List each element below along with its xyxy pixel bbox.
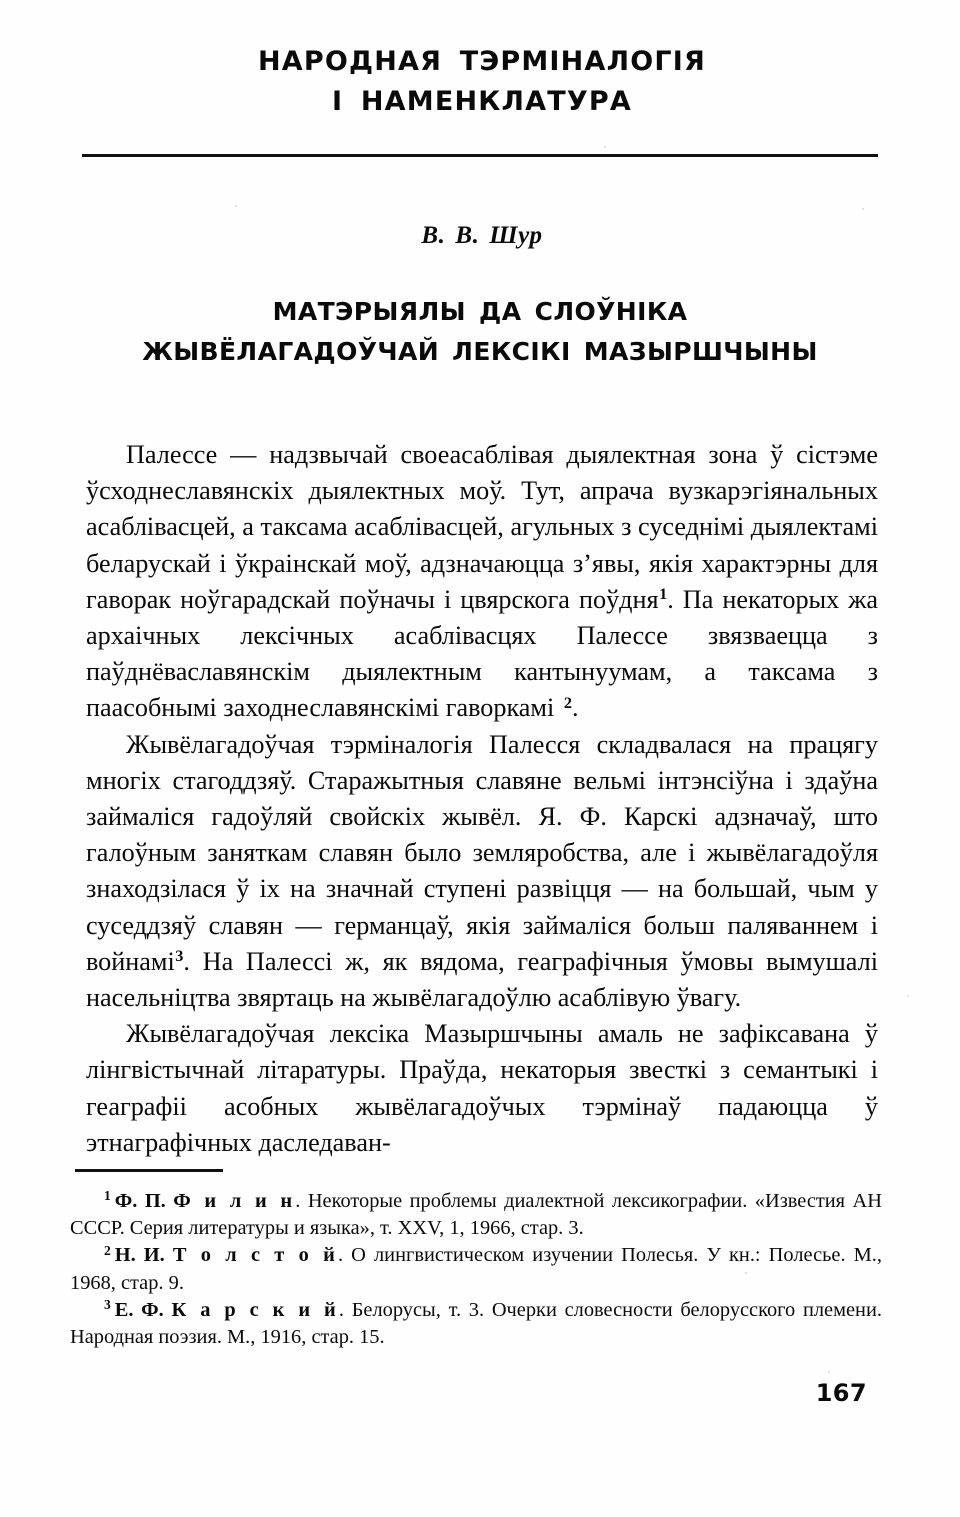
- footnote-ref-2[interactable]: 2: [563, 693, 572, 712]
- footnote-marker: 3: [104, 1297, 111, 1313]
- body-paragraph-1: [86, 437, 878, 727]
- footnote-item: [70, 1242, 882, 1296]
- footnote-author-surname: Т о л с т о й: [172, 1244, 338, 1267]
- footnote-block: [70, 1188, 882, 1351]
- scan-speck: [235, 205, 237, 207]
- footnote-marker: 1: [104, 1188, 111, 1204]
- footnote-ref-1[interactable]: 1: [659, 585, 668, 604]
- paragraph-1-segment-a: Палессе — надзвычай своеасаблівая дыялектная зона ў сістэме ўсходнеславянскіх дыялектных моў. Тут, апрача вузкарэгіянальных асаблівасцей, а таксама асаблівасцей, агульных з суседнімі дыялектамі беларускай і ўкраінскай моў, адзначаюцца з’явы, якія характэрны для гаворак ноўгарадскай поўначы і цвярскога поўдня: [86, 440, 878, 614]
- footnote-text: . Белорусы, т. 3. Очерки словесности белорусского племени. Народная поэзия. М., 1916, стар. 15.: [70, 1298, 882, 1349]
- running-head: [86, 42, 878, 122]
- footnote-author-initials: Е. Ф.: [114, 1298, 172, 1321]
- author-byline: В. В. Шур: [421, 222, 543, 249]
- footnote-separator-rule: [75, 1169, 223, 1172]
- scan-speck: [862, 208, 864, 210]
- article-title-line-2: ЖЫВЁЛАГАДОЎЧАЙ ЛЕКСІКІ МАЗЫРШЧЫНЫ: [142, 337, 818, 366]
- paragraph-1-segment-c: .: [571, 693, 579, 723]
- footnote-author-initials: Н. И.: [114, 1244, 173, 1267]
- footnote-marker: 2: [104, 1242, 111, 1258]
- scan-speck: [604, 146, 606, 148]
- footnote-author-initials: Ф. П.: [114, 1190, 174, 1212]
- running-head-line-2: І НАМЕНКЛАТУРА: [332, 86, 632, 117]
- footnote-text: . Некоторые проблемы диалектной лексикографии. «Известия АН СССР. Серия литературы и языка», т. XXV, 1, 1966, стар. 3.: [70, 1190, 882, 1240]
- footnote-author-surname: Ф и л и н: [173, 1190, 296, 1212]
- paragraph-2-segment-a: Жывёлагадоўчая тэрміналогія Палесся складвалася на працягу многіх стагоддзяў. Старажытныя славяне вельмі інтэнсіўна і здаўна займаліся гадоўляй свойскіх жывёл. Я. Ф. Карскі адзначаў, што галоўным заняткам славян было земляробства, але і жывёлагадоўля знаходзілася ў іх на значнай ступені развіцця — на большай, чым у суседдзяў славян — германцаў, якія займаліся больш паляваннем і войнамі: [86, 729, 878, 976]
- running-head-line-1: НАРОДНАЯ ТЭРМІНАЛОГІЯ: [257, 46, 706, 77]
- footnote-item: [70, 1188, 882, 1242]
- footnote-ref-3[interactable]: 3: [175, 947, 184, 966]
- scan-speck: [828, 1371, 830, 1373]
- footnote-item: [70, 1297, 882, 1351]
- paragraph-1-segment-b: . Па некаторых жа архаічных лексічных асаблівасцях Палессе звязваецца з паўднёваславянскім дыялектным кантынуумам, а таксама з паасобнымі заходнеславянскімі гаворкамі: [86, 584, 878, 723]
- header-divider-rule: [82, 154, 878, 157]
- article-body: [86, 437, 878, 1161]
- scan-speck: [907, 995, 909, 997]
- body-paragraph-3: Жывёлагадоўчая лексіка Мазыршчыны амаль не зафіксавана ў лінгвістычнай літаратуры. Праўда, некаторыя звесткі з семантыкі і геаграфіі асобных жывёлагадоўчых тэрмінаў падаюцца ў этнаграфічных даследаван-: [86, 1019, 878, 1157]
- footnote-text: . О лингвистическом изучении Полесья. У кн.: Полесье. М., 1968, стар. 9.: [70, 1244, 882, 1294]
- body-paragraph-2: [86, 727, 878, 1017]
- article-title: [60, 292, 900, 372]
- paragraph-2-segment-b: . На Палессі ж, як вядома, геаграфічныя ўмовы вымушалі насельніцтва звяртаць на жывёлагадоўлю асаблівую ўвагу.: [86, 946, 878, 1013]
- article-title-line-1: МАТЭРЫЯЛЫ ДА СЛОЎНІКА: [272, 297, 688, 326]
- footnote-author-surname: К а р с к и й: [171, 1298, 339, 1321]
- scan-speck: [745, 1272, 747, 1274]
- page-number: 167: [815, 1379, 867, 1407]
